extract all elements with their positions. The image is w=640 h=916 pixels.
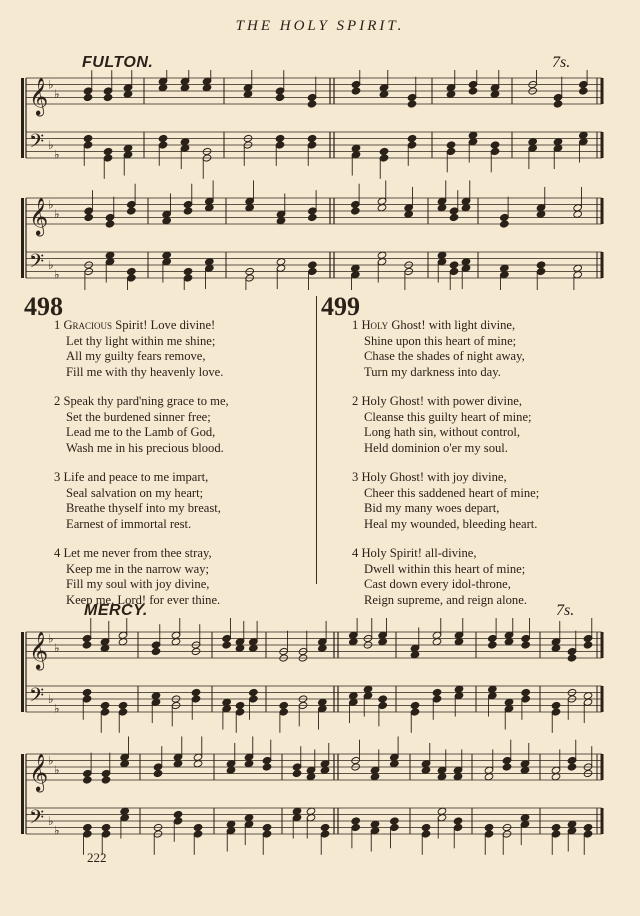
stanza <box>54 318 229 380</box>
note-head <box>453 817 463 825</box>
verse-line <box>54 577 229 593</box>
page-number: 222 <box>87 850 107 865</box>
note-head <box>351 87 361 95</box>
verse-line <box>54 441 229 457</box>
verse-text: Lead me to the Lamb of God, <box>66 425 216 439</box>
hymn-498-text <box>54 318 229 622</box>
verse-text: Holy Ghost! with power divine, <box>361 394 523 408</box>
verse-text: Let thy light within me shine; <box>66 333 216 348</box>
verse-line <box>54 470 229 486</box>
treble-clef-icon: 𝄞 <box>29 197 49 235</box>
stanza-number: 3 <box>54 470 61 484</box>
note-head <box>446 141 456 149</box>
note-head <box>118 701 128 709</box>
verse-text: Earnest of immortal rest. <box>66 516 192 531</box>
note-head <box>521 688 531 696</box>
note-head <box>100 701 110 709</box>
stanza <box>352 470 539 532</box>
stanza-lead-word: Gracious <box>63 318 113 332</box>
verse-text: Wash me in his precious blood. <box>66 440 224 455</box>
verse-text: Held dominion o'er my soul. <box>364 440 508 455</box>
note-head <box>407 134 417 142</box>
page-header: THE HOLY SPIRIT. <box>235 18 405 34</box>
note-head <box>262 823 272 831</box>
note-head <box>468 87 478 95</box>
verse-line <box>352 410 539 426</box>
flat-icon: ♭ <box>48 813 54 828</box>
verse-line <box>352 365 539 381</box>
note-head <box>153 769 163 777</box>
verse-line <box>54 365 229 381</box>
note-head <box>583 823 593 831</box>
verse-line <box>352 577 539 593</box>
stanza <box>54 394 229 456</box>
verse-text: Holy Ghost! with joy divine, <box>361 470 507 484</box>
verse-text: Breathe thyself into my breast, <box>66 501 221 515</box>
verse-line <box>352 562 539 578</box>
verse-line <box>54 486 229 502</box>
note-head <box>103 93 113 101</box>
note-head <box>410 701 420 709</box>
flat-icon: ♭ <box>48 197 54 212</box>
note-head <box>307 134 317 142</box>
verse-line <box>54 546 229 562</box>
note-head <box>490 141 500 149</box>
stanza-number: 2 <box>352 394 359 408</box>
verse-line <box>352 349 539 365</box>
verse-line <box>352 546 539 562</box>
verse-text: Dwell within this heart of mine; <box>364 561 526 576</box>
note-head <box>275 93 285 101</box>
stanza <box>352 394 539 456</box>
verse-line <box>54 334 229 350</box>
note-head <box>222 641 232 649</box>
verse-text: Bid my many woes depart, <box>364 501 500 515</box>
verse-text: Cast down every idol-throne, <box>364 577 511 591</box>
verse-text: Turn my darkness into day. <box>364 364 501 379</box>
stanza-number: 3 <box>352 470 359 484</box>
system-brace <box>21 754 24 834</box>
note-head <box>82 688 92 696</box>
flat-icon: ♭ <box>48 753 54 768</box>
stanza-number: 1 <box>54 318 61 332</box>
verse-line <box>54 425 229 441</box>
treble-clef-icon: 𝄞 <box>29 77 49 115</box>
flat-icon: ♭ <box>54 267 60 282</box>
note-head <box>127 267 137 275</box>
tune-meter-fulton: 7s. <box>552 54 571 71</box>
verse-line <box>352 441 539 457</box>
note-head <box>449 261 459 269</box>
note-head <box>308 213 318 221</box>
verse-text: Heal my wounded, bleeding heart. <box>364 516 538 531</box>
note-head <box>378 695 388 703</box>
verse-text: Life and peace to me impart, <box>63 470 209 484</box>
verse-text: Cleanse this guilty heart of mine; <box>364 409 532 424</box>
note-head <box>83 776 93 784</box>
verse-text: Holy Spirit! all-divine, <box>361 546 477 560</box>
hymn-number-498: 498 <box>24 292 63 321</box>
note-head <box>449 213 459 221</box>
note-head <box>500 220 510 228</box>
verse-text: Let me never from thee stray, <box>63 546 212 560</box>
note-head <box>101 823 111 831</box>
note-head <box>82 641 92 649</box>
note-head <box>379 147 389 155</box>
note-head <box>390 817 400 825</box>
music-score-mercy <box>0 618 640 868</box>
stanza <box>54 470 229 532</box>
hymn-499-text <box>352 318 539 622</box>
verse-line <box>54 517 229 533</box>
verse-text: Keep me, Lord! for ever thine. <box>66 592 221 607</box>
note-head <box>567 654 577 662</box>
flat-icon: ♭ <box>54 641 60 656</box>
verse-text: Speak thy pard'ning grace to me, <box>63 394 229 408</box>
note-head <box>421 823 431 831</box>
bass-clef-icon: 𝄢 <box>29 249 45 278</box>
note-head <box>151 647 161 655</box>
note-head <box>308 261 318 269</box>
flat-icon: ♭ <box>54 207 60 222</box>
treble-clef-icon: 𝄞 <box>29 631 49 669</box>
verse-line <box>54 394 229 410</box>
note-head <box>105 220 115 228</box>
hymn-number-499: 499 <box>321 292 360 321</box>
verse-text: Spirit! Love divine! <box>115 318 216 332</box>
column-divider <box>316 296 317 584</box>
verse-text: Fill me with thy heavenly love. <box>66 364 224 379</box>
note-head <box>432 688 442 696</box>
note-head <box>307 100 317 108</box>
note-head <box>567 763 577 771</box>
tune-name-mercy: MERCY. <box>84 602 148 619</box>
note-head <box>83 134 93 142</box>
verse-text: Ghost! with light divine, <box>391 318 516 332</box>
verse-text: Cheer this saddened heart of mine; <box>364 485 540 500</box>
flat-icon: ♭ <box>48 257 54 272</box>
verse-line <box>352 318 539 334</box>
note-head <box>579 87 589 95</box>
verse-line <box>352 394 539 410</box>
note-head <box>193 823 203 831</box>
note-head <box>127 207 137 215</box>
verse-line <box>54 410 229 426</box>
stanza-number: 4 <box>54 546 61 560</box>
stanza-number: 1 <box>352 318 359 332</box>
verse-line <box>352 334 539 350</box>
flat-icon: ♭ <box>48 631 54 646</box>
note-head <box>583 641 593 649</box>
verse-line <box>54 562 229 578</box>
note-head <box>351 207 361 215</box>
note-head <box>279 701 289 709</box>
verse-line <box>54 501 229 517</box>
note-head <box>158 134 168 142</box>
verse-line <box>54 318 229 334</box>
note-head <box>262 763 272 771</box>
stanza-lead-word: Holy <box>361 318 389 332</box>
note-head <box>83 93 93 101</box>
bass-clef-icon: 𝄢 <box>29 683 45 712</box>
note-head <box>502 763 512 771</box>
flat-icon: ♭ <box>48 77 54 92</box>
note-head <box>249 688 259 696</box>
verse-text: Keep me in the narrow way; <box>66 561 210 576</box>
note-head <box>488 641 498 649</box>
note-head <box>84 213 94 221</box>
treble-clef-icon: 𝄞 <box>29 753 49 791</box>
note-head <box>521 641 531 649</box>
note-head <box>173 810 183 818</box>
verse-text: Set the burdened sinner free; <box>66 409 211 424</box>
tune-name-fulton: FULTON. <box>82 54 154 71</box>
note-head <box>191 688 201 696</box>
verse-line <box>352 501 539 517</box>
system-brace <box>21 632 24 712</box>
note-head <box>320 823 330 831</box>
flat-icon: ♭ <box>48 137 54 152</box>
note-head <box>101 776 111 784</box>
verse-text: Seal salvation on my heart; <box>66 485 204 500</box>
note-head <box>551 823 561 831</box>
verse-text: Shine upon this heart of mine; <box>364 333 517 348</box>
verse-line <box>352 517 539 533</box>
verse-text: Fill my soul with joy divine, <box>66 577 210 591</box>
verse-line <box>352 425 539 441</box>
note-head <box>183 267 193 275</box>
flat-icon: ♭ <box>54 147 60 162</box>
verse-line <box>352 593 539 609</box>
flat-icon: ♭ <box>54 701 60 716</box>
system-brace <box>21 78 24 158</box>
verse-text: All my guilty fears remove, <box>66 349 206 363</box>
verse-line <box>352 470 539 486</box>
flat-icon: ♭ <box>54 763 60 778</box>
note-head <box>351 817 361 825</box>
note-head <box>103 147 113 155</box>
verse-line <box>54 349 229 365</box>
music-score-fulton <box>0 70 640 290</box>
verse-text: Reign supreme, and reign alone. <box>364 592 527 607</box>
note-head <box>536 261 546 269</box>
note-head <box>275 134 285 142</box>
bass-clef-icon: 𝄢 <box>29 805 45 834</box>
note-head <box>484 823 494 831</box>
verse-text: Long hath sin, without control, <box>364 425 521 439</box>
stanza <box>352 546 539 608</box>
verse-line <box>352 486 539 502</box>
note-head <box>83 823 93 831</box>
stanza <box>54 546 229 608</box>
bass-clef-icon: 𝄢 <box>29 129 45 158</box>
note-head <box>292 769 302 777</box>
tune-meter-mercy: 7s. <box>556 602 575 619</box>
system-brace <box>21 198 24 278</box>
note-head <box>183 207 193 215</box>
note-head <box>551 701 561 709</box>
flat-icon: ♭ <box>54 87 60 102</box>
stanza <box>352 318 539 380</box>
verse-text: Chase the shades of night away, <box>364 349 525 363</box>
note-head <box>235 701 245 709</box>
note-head <box>407 100 417 108</box>
flat-icon: ♭ <box>48 691 54 706</box>
note-head <box>553 100 563 108</box>
flat-icon: ♭ <box>54 823 60 838</box>
stanza-number: 4 <box>352 546 359 560</box>
stanza-number: 2 <box>54 394 61 408</box>
